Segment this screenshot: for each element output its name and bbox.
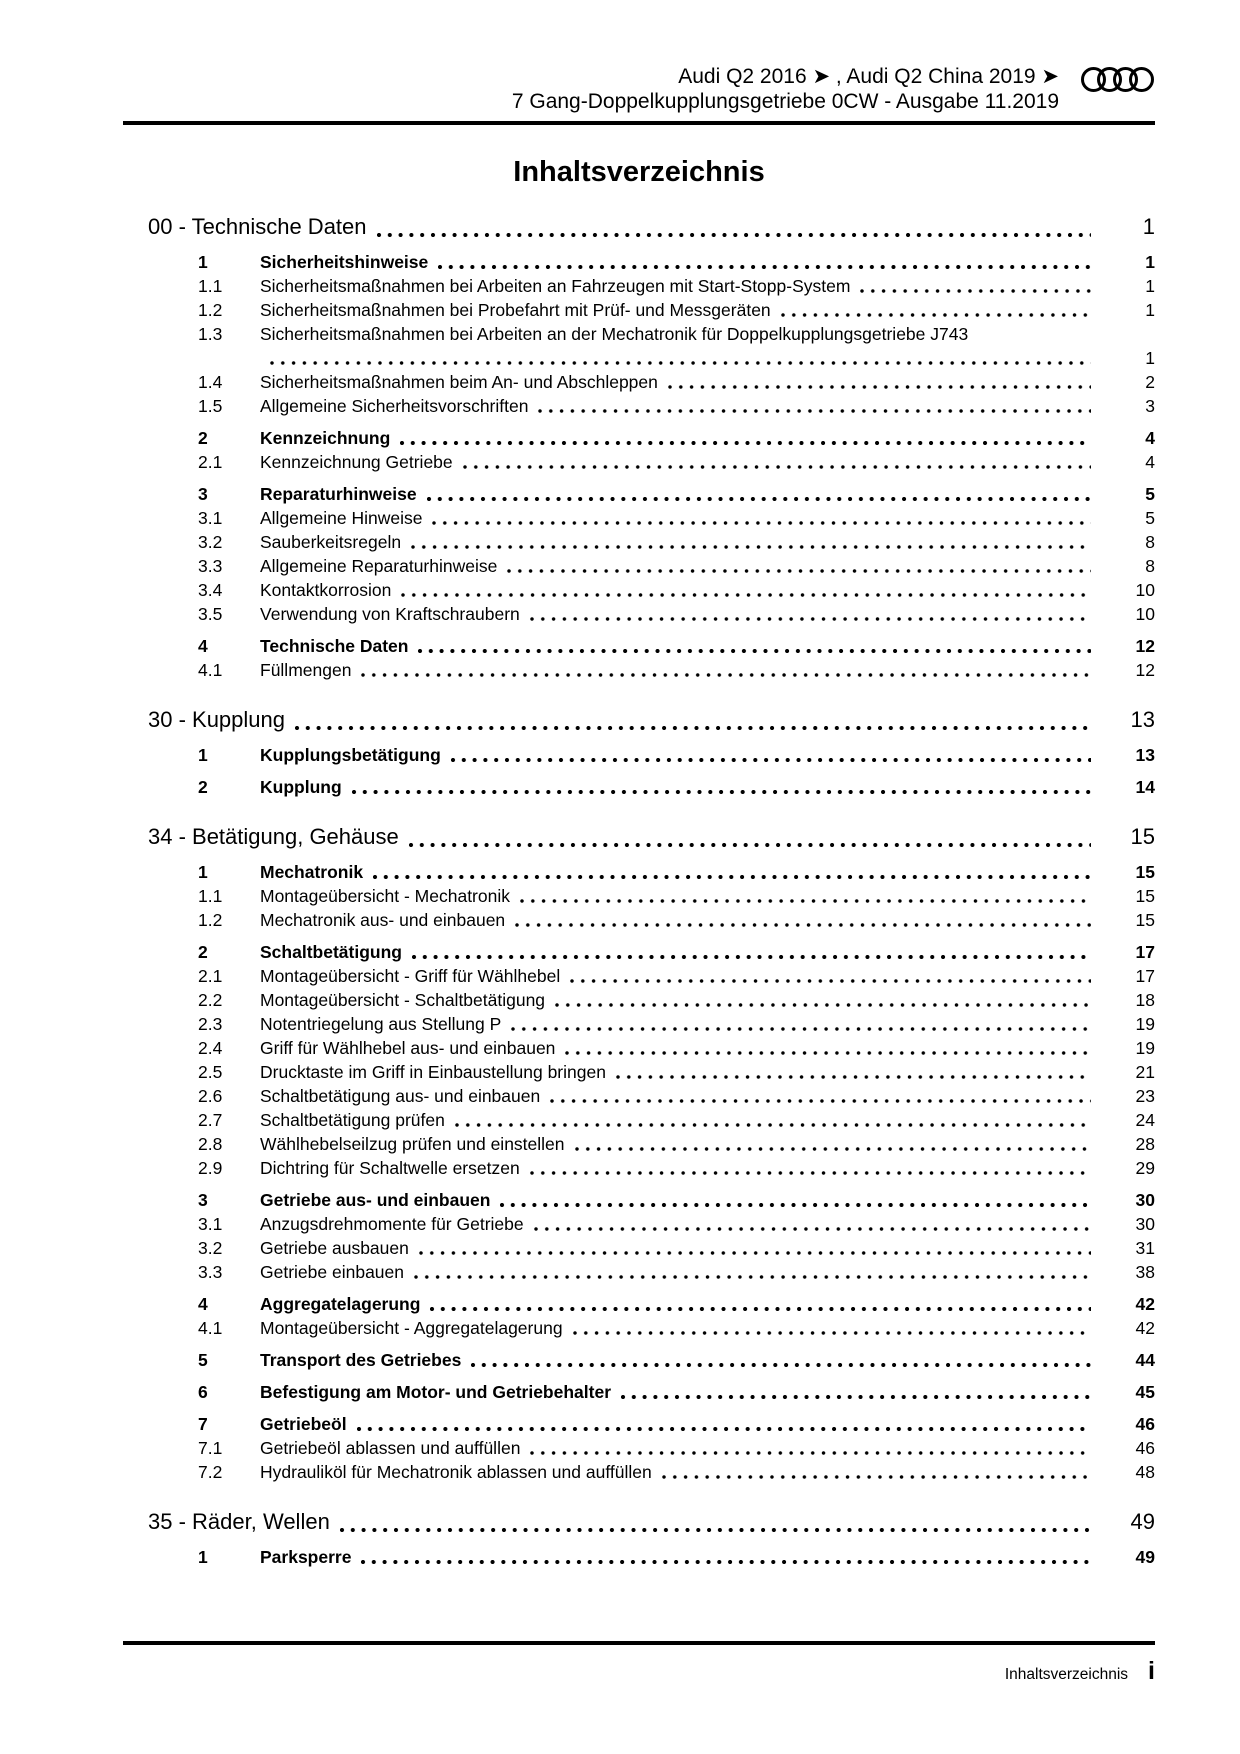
toc-entry-number: 3.3 <box>198 1262 223 1282</box>
toc-entry-title: Dichtring für Schaltwelle ersetzen <box>260 1158 520 1178</box>
dot-leader <box>430 1306 1091 1312</box>
toc-entry-number: 3.2 <box>198 532 223 552</box>
toc-entry-number: 2.8 <box>198 1134 223 1154</box>
toc-entry-page: 29 <box>1135 1158 1155 1178</box>
toc-section <box>123 1506 1155 1569</box>
toc-entry <box>123 322 1155 346</box>
dot-leader <box>270 360 1091 366</box>
dot-leader <box>555 1002 1091 1008</box>
toc-entry-page: 2 <box>1145 372 1155 392</box>
toc-entry <box>123 988 1155 1012</box>
toc-entry <box>123 506 1155 530</box>
toc-entry <box>123 554 1155 578</box>
toc-entry <box>123 1132 1155 1156</box>
toc-entry-title: Sicherheitsmaßnahmen bei Arbeiten an Fahrzeugen mit Start-Stopp-System <box>260 276 851 296</box>
toc-entry-page: 44 <box>1135 1350 1155 1370</box>
toc-entry-page: 1 <box>1145 300 1155 320</box>
toc-entry-page: 19 <box>1135 1014 1155 1034</box>
toc-section-title: 35 - Räder, Wellen <box>148 1509 330 1534</box>
audi-rings-icon <box>1081 66 1155 93</box>
dot-leader <box>520 898 1091 904</box>
toc-entry <box>123 1236 1155 1260</box>
toc-entry-number: 4.1 <box>198 1318 223 1338</box>
dot-leader <box>530 1170 1091 1176</box>
toc-entry-page: 13 <box>1135 745 1155 765</box>
toc-entry-number: 2 <box>198 942 208 962</box>
dot-leader <box>668 384 1091 390</box>
toc-entry <box>123 1084 1155 1108</box>
dot-leader <box>570 978 1091 984</box>
toc-entry <box>123 1012 1155 1036</box>
toc-entry-title: Sicherheitsmaßnahmen beim An- und Abschleppen <box>260 372 658 392</box>
toc-entry-page: 5 <box>1145 484 1155 504</box>
dot-leader <box>295 725 1091 731</box>
dot-leader <box>507 568 1091 574</box>
dot-leader <box>352 789 1091 795</box>
toc-entry <box>123 1436 1155 1460</box>
dot-leader <box>573 1330 1091 1336</box>
toc-entry <box>123 1460 1155 1484</box>
toc-entry-page: 21 <box>1135 1062 1155 1082</box>
header-model-line: Audi Q2 2016 ➤ , Audi Q2 China 2019 ➤ <box>678 65 1059 88</box>
toc-entry-page: 49 <box>1135 1547 1155 1567</box>
toc-entry-title: Wählhebelseilzug prüfen und einstellen <box>260 1134 565 1154</box>
toc-entry-title: Getriebe einbauen <box>260 1262 404 1282</box>
toc-entry-number: 4 <box>198 636 208 656</box>
dot-leader <box>411 544 1091 550</box>
toc-entry-number: 1 <box>198 252 208 272</box>
dot-leader <box>575 1146 1091 1152</box>
toc-entry-title: Sauberkeitsregeln <box>260 532 402 552</box>
toc-entry-number: 5 <box>198 1350 208 1370</box>
toc-entry-page: 17 <box>1135 966 1155 986</box>
toc-entry-title: Füllmengen <box>260 660 352 680</box>
toc-entry-page: 12 <box>1135 636 1155 656</box>
toc-entry-number: 6 <box>198 1382 208 1402</box>
toc-entry <box>123 1348 1155 1372</box>
toc-entry-title: Montageübersicht - Griff für Wählhebel <box>260 966 561 986</box>
toc-entry <box>123 964 1155 988</box>
toc-entry-page: 45 <box>1135 1382 1155 1402</box>
dot-leader <box>373 874 1091 880</box>
toc-entry-number: 7.1 <box>198 1438 223 1458</box>
toc-entry-number: 1.5 <box>198 396 223 416</box>
dot-leader <box>340 1527 1091 1533</box>
footer-page-number: i <box>1148 1657 1155 1685</box>
toc-entry-number: 2.7 <box>198 1110 223 1130</box>
toc-entry-number: 1.2 <box>198 300 223 320</box>
toc-entry-number: 3.5 <box>198 604 223 624</box>
toc-entry-title: Kupplungsbetätigung <box>260 745 441 765</box>
toc-section-title: 00 - Technische Daten <box>148 214 367 239</box>
toc-entry-page: 12 <box>1135 660 1155 680</box>
toc-entry <box>123 1260 1155 1284</box>
header-doc-line: 7 Gang-Doppelkupplungsgetriebe 0CW - Ausgabe 11.2019 <box>511 90 1059 113</box>
dot-leader <box>377 232 1091 238</box>
toc-entry-page: 31 <box>1135 1238 1155 1258</box>
toc-entry <box>123 1212 1155 1236</box>
toc-entry-title: Reparaturhinweise <box>260 484 417 504</box>
dot-leader <box>361 672 1091 678</box>
toc-entry-number: 2.3 <box>198 1014 223 1034</box>
toc-entry-title: Befestigung am Motor- und Getriebehalter <box>260 1382 611 1402</box>
toc-entry-title: Notentriegelung aus Stellung P <box>260 1014 502 1034</box>
toc-entry <box>123 578 1155 602</box>
toc-entry-page: 42 <box>1135 1318 1155 1338</box>
toc-entry-title: Sicherheitshinweise <box>260 252 429 272</box>
toc-entry-page: 3 <box>1145 396 1155 416</box>
toc-entry-title: Sicherheitsmaßnahmen bei Arbeiten an der Mechatronik für Doppelkupplungsgetriebe J743 <box>260 324 969 344</box>
toc-entry-page: 14 <box>1135 777 1155 797</box>
page-footer <box>123 1641 1155 1684</box>
toc-entry-number: 1.1 <box>198 886 223 906</box>
toc-section <box>123 704 1155 799</box>
toc-entry-page: 1 <box>1145 348 1155 368</box>
toc-entry-title: Transport des Getriebes <box>260 1350 462 1370</box>
header-rule <box>123 121 1155 125</box>
toc-entry-page: 8 <box>1145 532 1155 552</box>
toc-entry-title: Griff für Wählhebel aus- und einbauen <box>260 1038 556 1058</box>
toc-entry-page: 30 <box>1135 1190 1155 1210</box>
toc-entry-number: 4 <box>198 1294 208 1314</box>
toc-entry-page: 24 <box>1135 1110 1155 1130</box>
toc-entry-page: 8 <box>1145 556 1155 576</box>
toc-entry <box>123 1156 1155 1180</box>
dot-leader <box>409 842 1091 848</box>
dot-leader <box>538 408 1091 414</box>
toc-entry <box>123 775 1155 799</box>
toc-section <box>123 821 1155 1484</box>
toc-entry-title: Getriebeöl ablassen und auffüllen <box>260 1438 521 1458</box>
toc-entry <box>123 298 1155 322</box>
dot-leader <box>616 1074 1091 1080</box>
toc-section-page: 49 <box>1130 1509 1155 1534</box>
toc-entry-number: 2.2 <box>198 990 223 1010</box>
toc-entry-title: Technische Daten <box>260 636 409 656</box>
toc-entry-number: 3 <box>198 1190 208 1210</box>
toc-section-header <box>123 211 1155 242</box>
toc-entry-title: Montageübersicht - Schaltbetätigung <box>260 990 546 1010</box>
toc-section <box>123 211 1155 682</box>
toc-entry-number: 2.1 <box>198 452 223 472</box>
dot-leader <box>400 440 1091 446</box>
dot-leader <box>621 1394 1091 1400</box>
toc-entry-wrap-line <box>123 346 1155 370</box>
toc-entry-number: 2 <box>198 777 208 797</box>
toc-entry-title: Schaltbetätigung <box>260 942 402 962</box>
toc-entry-title: Montageübersicht - Mechatronik <box>260 886 510 906</box>
toc-entry-page: 4 <box>1145 428 1155 448</box>
toc-entry-number: 1 <box>198 1547 208 1567</box>
toc-entry <box>123 530 1155 554</box>
dot-leader <box>357 1426 1091 1432</box>
toc-entry-title: Allgemeine Hinweise <box>260 508 423 528</box>
dot-leader <box>860 288 1091 294</box>
toc-section-header <box>123 704 1155 735</box>
toc-entry-number: 4.1 <box>198 660 223 680</box>
toc-entry-title: Parksperre <box>260 1547 352 1567</box>
page-title: Inhaltsverzeichnis <box>513 156 765 188</box>
manual-page <box>123 0 1155 1569</box>
dot-leader <box>565 1050 1091 1056</box>
toc-entry <box>123 1316 1155 1340</box>
dot-leader <box>515 922 1091 928</box>
dot-leader <box>534 1226 1091 1232</box>
toc-entry-page: 19 <box>1135 1038 1155 1058</box>
toc-entry-number: 2.6 <box>198 1086 223 1106</box>
toc-entry-page: 15 <box>1135 886 1155 906</box>
toc-entry-page: 4 <box>1145 452 1155 472</box>
toc-entry-page: 1 <box>1145 252 1155 272</box>
toc-entry <box>123 860 1155 884</box>
toc-entry-page: 23 <box>1135 1086 1155 1106</box>
toc-entry <box>123 274 1155 298</box>
dot-leader <box>455 1122 1091 1128</box>
dot-leader <box>781 312 1091 318</box>
toc-entry-number: 2.1 <box>198 966 223 986</box>
toc-entry <box>123 658 1155 682</box>
toc-entry-number: 2.9 <box>198 1158 223 1178</box>
dot-leader <box>471 1362 1091 1368</box>
toc-entry-number: 2.5 <box>198 1062 223 1082</box>
toc-entry-title: Getriebeöl <box>260 1414 347 1434</box>
toc-entry-title: Kontaktkorrosion <box>260 580 392 600</box>
toc-section-title: 34 - Betätigung, Gehäuse <box>148 824 399 849</box>
dot-leader <box>432 520 1091 526</box>
dot-leader <box>438 264 1091 270</box>
toc-entry-page: 5 <box>1145 508 1155 528</box>
toc-entry-title: Anzugsdrehmomente für Getriebe <box>260 1214 524 1234</box>
toc-entry-page: 30 <box>1135 1214 1155 1234</box>
toc-entry-page: 10 <box>1135 580 1155 600</box>
toc-entry-title: Kennzeichnung <box>260 428 391 448</box>
toc-entry-title: Aggregatelagerung <box>260 1294 421 1314</box>
toc-entry-number: 3.3 <box>198 556 223 576</box>
toc-section-page: 13 <box>1130 707 1155 732</box>
dot-leader <box>550 1098 1091 1104</box>
toc-entry <box>123 940 1155 964</box>
dot-leader <box>511 1026 1091 1032</box>
toc-entry-number: 2.4 <box>198 1038 223 1058</box>
toc-entry <box>123 602 1155 626</box>
toc-entry-number: 7.2 <box>198 1462 223 1482</box>
toc-entry <box>123 394 1155 418</box>
toc-entry <box>123 634 1155 658</box>
toc-entry-title: Mechatronik <box>260 862 364 882</box>
toc-entry-number: 3.2 <box>198 1238 223 1258</box>
dot-leader <box>530 1450 1091 1456</box>
toc-entry-title: Verwendung von Kraftschraubern <box>260 604 520 624</box>
toc-entry <box>123 1060 1155 1084</box>
toc-entry <box>123 482 1155 506</box>
toc-entry-title: Montageübersicht - Aggregatelagerung <box>260 1318 563 1338</box>
toc-entry-page: 46 <box>1135 1414 1155 1434</box>
toc-entry <box>123 884 1155 908</box>
toc-entry-title: Getriebe ausbauen <box>260 1238 409 1258</box>
toc-entry-page: 17 <box>1135 942 1155 962</box>
toc-section-page: 15 <box>1130 824 1155 849</box>
toc-entry <box>123 1292 1155 1316</box>
toc-entry-number: 3 <box>198 484 208 504</box>
toc-entry <box>123 1545 1155 1569</box>
toc-entry-title: Getriebe aus- und einbauen <box>260 1190 491 1210</box>
dot-leader <box>463 464 1091 470</box>
toc-entry-number: 1 <box>198 862 208 882</box>
toc-entry-page: 15 <box>1135 862 1155 882</box>
dot-leader <box>500 1202 1091 1208</box>
dot-leader <box>361 1559 1091 1565</box>
toc-section-header <box>123 1506 1155 1537</box>
toc-entry-title: Schaltbetätigung aus- und einbauen <box>260 1086 541 1106</box>
toc-entry <box>123 743 1155 767</box>
toc-entry-title: Kupplung <box>260 777 342 797</box>
toc-entry <box>123 370 1155 394</box>
toc-entry-page: 15 <box>1135 910 1155 930</box>
toc-entry <box>123 1380 1155 1404</box>
toc-entry-number: 3.1 <box>198 508 223 528</box>
toc-entry-page: 28 <box>1135 1134 1155 1154</box>
toc-entry <box>123 908 1155 932</box>
dot-leader <box>414 1274 1091 1280</box>
toc-entry <box>123 426 1155 450</box>
toc-entry-page: 18 <box>1135 990 1155 1010</box>
toc-entry-title: Allgemeine Reparaturhinweise <box>260 556 498 576</box>
toc-entry-number: 1.4 <box>198 372 223 392</box>
toc-entry-page: 1 <box>1145 276 1155 296</box>
toc-entry <box>123 1036 1155 1060</box>
toc-entry-number: 3.4 <box>198 580 223 600</box>
dot-leader <box>412 954 1091 960</box>
toc-entry <box>123 1412 1155 1436</box>
dot-leader <box>530 616 1091 622</box>
toc-entry-number: 2 <box>198 428 208 448</box>
toc-entry-page: 38 <box>1135 1262 1155 1282</box>
toc-entry-number: 7 <box>198 1414 208 1434</box>
toc-entry-number: 1 <box>198 745 208 765</box>
dot-leader <box>662 1474 1091 1480</box>
dot-leader <box>451 757 1091 763</box>
dot-leader <box>401 592 1091 598</box>
dot-leader <box>427 496 1091 502</box>
toc-entry-title: Drucktaste im Griff in Einbaustellung bringen <box>260 1062 606 1082</box>
toc-entry-title: Sicherheitsmaßnahmen bei Probefahrt mit Prüf- und Messgeräten <box>260 300 771 320</box>
toc-entry-title: Schaltbetätigung prüfen <box>260 1110 445 1130</box>
toc-entry <box>123 250 1155 274</box>
toc-section-page: 1 <box>1142 214 1155 239</box>
toc-entry <box>123 450 1155 474</box>
toc-entry <box>123 1108 1155 1132</box>
dot-leader <box>419 1250 1091 1256</box>
table-of-contents <box>123 211 1155 1569</box>
toc-entry-number: 3.1 <box>198 1214 223 1234</box>
toc-entry-title: Hydrauliköl für Mechatronik ablassen und auffüllen <box>260 1462 652 1482</box>
dot-leader <box>418 648 1091 654</box>
toc-entry-title: Kennzeichnung Getriebe <box>260 452 453 472</box>
toc-entry-page: 10 <box>1135 604 1155 624</box>
toc-entry-title: Allgemeine Sicherheitsvorschriften <box>260 396 529 416</box>
toc-section-header <box>123 821 1155 852</box>
toc-entry <box>123 1188 1155 1212</box>
toc-entry-page: 48 <box>1135 1462 1155 1482</box>
toc-section-title: 30 - Kupplung <box>148 707 285 732</box>
page-header <box>123 0 1155 125</box>
toc-entry-page: 46 <box>1135 1438 1155 1458</box>
toc-entry-page: 42 <box>1135 1294 1155 1314</box>
toc-entry-number: 1.3 <box>198 324 223 344</box>
footer-section-label: Inhaltsverzeichnis <box>1004 1666 1129 1683</box>
toc-entry-number: 1.1 <box>198 276 223 296</box>
toc-entry-title: Mechatronik aus- und einbauen <box>260 910 506 930</box>
toc-entry-number: 1.2 <box>198 910 223 930</box>
